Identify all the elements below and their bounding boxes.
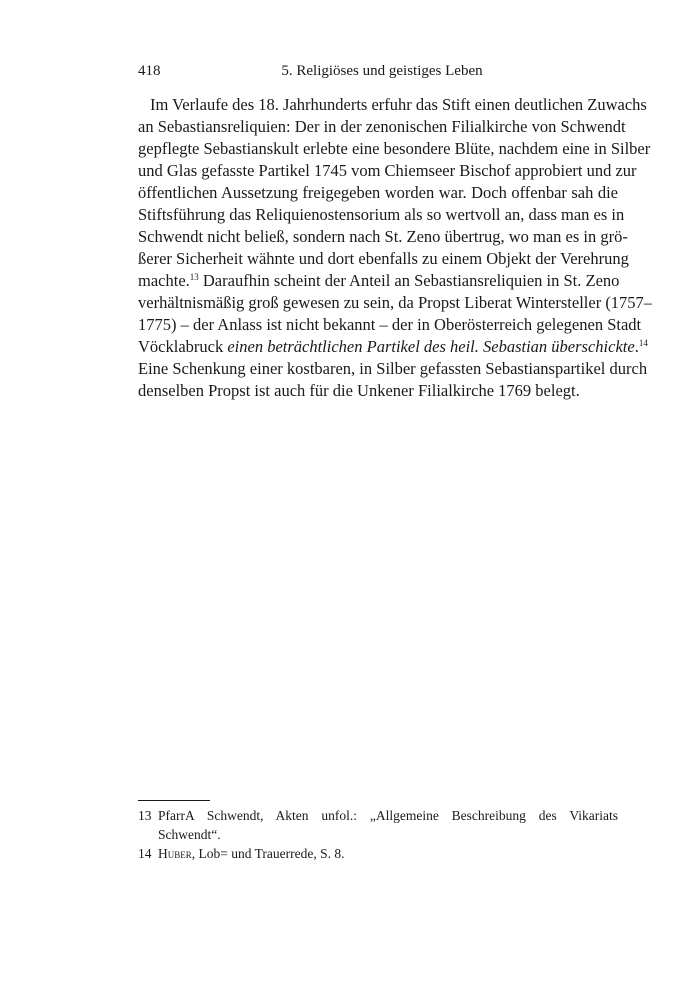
footnotes <box>138 806 618 863</box>
paragraph-line: denselben Propst ist auch für die Unkener Filialkirche 1769 belegt. <box>138 381 580 400</box>
paragraph-line: 1775) – der Anlass ist nicht bekannt – der in Oberösterreich gelegenen Stadt <box>138 315 642 334</box>
footnote-ref-13[interactable]: 13 <box>189 272 199 282</box>
paragraph-line: an Sebastiansreliquien: Der in der zenonischen Filialkirche von Schwendt <box>138 117 626 136</box>
footnote-number: 13 <box>138 808 152 823</box>
paragraph-line: ßerer Sicherheit wähnte und dort ebenfalls zu einem Objekt der Verehrung <box>138 249 629 268</box>
paragraph-line: und Glas gefasste Partikel 1745 vom Chiemseer Bischof approbiert und zur <box>138 161 637 180</box>
footnote-divider <box>138 800 210 801</box>
main-paragraph <box>138 94 653 402</box>
line-text: machte. <box>138 271 190 290</box>
paragraph-line <box>138 270 618 292</box>
line-text: . <box>634 337 639 356</box>
footnote-text: Schwendt“. <box>158 827 221 842</box>
line-text: Vöcklabruck <box>138 337 228 356</box>
running-head: 5. Religiöses und geistiges Leben <box>281 63 483 79</box>
paragraph-line: öffentlichen Aussetzung freigegeben worden war. Doch offenbar sah die <box>138 183 618 202</box>
paragraph-line: Schwendt nicht beließ, sondern nach St. Zeno übertrug, wo man es in grö- <box>138 227 628 246</box>
quoted-source-italic: einen beträchtlichen Partikel des heil. Sebastian überschickte <box>227 337 635 356</box>
footnote-14 <box>138 844 618 863</box>
paragraph-line: Eine Schenkung einer kostbaren, in Silber gefassten Sebastianspartikel durch <box>138 359 648 378</box>
footnote-ref-14[interactable]: 14 <box>638 338 648 348</box>
paragraph-line <box>138 336 648 358</box>
footnote-text: PfarrA Schwendt, Akten unfol.: „Allgemeine Beschreibung des Vikariats <box>158 808 618 823</box>
footnote-13 <box>138 806 618 844</box>
paragraph-line: gepflegte Sebastianskult erlebte eine besondere Blüte, nachdem eine in Silber <box>138 139 651 158</box>
line-text: Daraufhin scheint der Anteil an Sebastiansreliquien in St. Zeno <box>198 271 620 290</box>
paragraph-line: Im Verlaufe des 18. Jahrhunderts erfuhr das Stift einen deutlichen Zuwachs <box>150 95 647 114</box>
page-number: 418 <box>138 63 161 79</box>
paragraph-line: verhältnismäßig groß gewesen zu sein, da Propst Liberat Wintersteller (1757– <box>138 293 653 312</box>
paragraph-line: Stiftsführung das Reliquienostensorium als so wertvoll an, dass man es in <box>138 205 625 224</box>
footnote-text <box>158 844 618 863</box>
footnote-citation: , Lob= und Trauerrede, S. 8. <box>191 846 345 861</box>
footnote-author: Huber <box>158 846 192 861</box>
footnote-number: 14 <box>138 846 152 861</box>
